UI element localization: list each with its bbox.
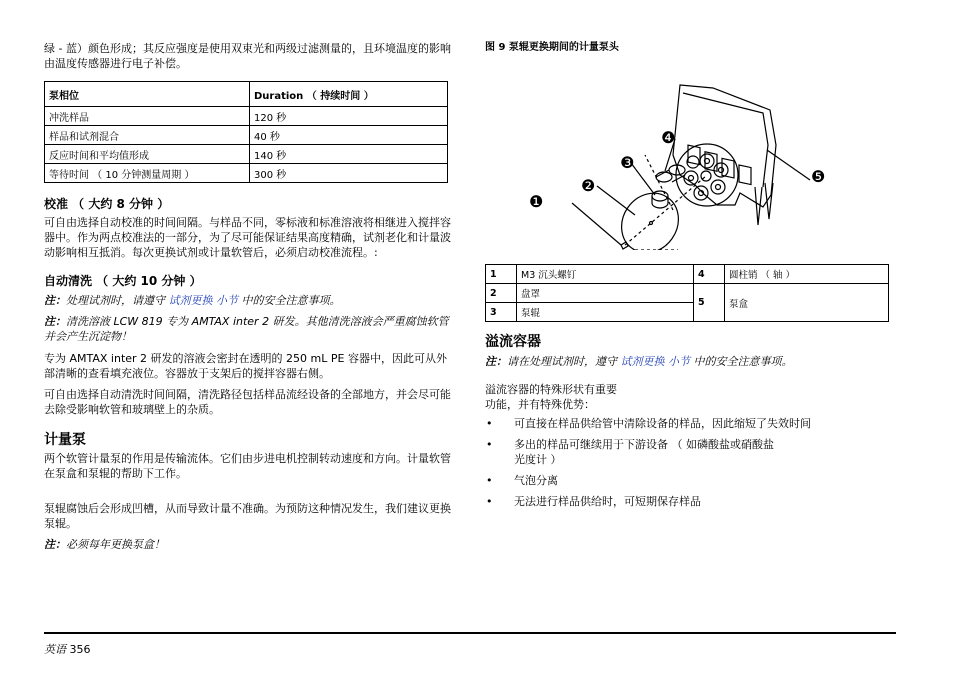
note-label: 注： bbox=[44, 315, 66, 328]
table-row bbox=[45, 126, 448, 145]
part-number: 1 bbox=[486, 265, 517, 284]
metering-pump-heading: 计量泵 bbox=[44, 432, 86, 448]
metering-pump-body-1: 两个软管计量泵的作用是传输流体。它们由步进电机控制转动速度和方向。计量软管在泵盒和泵辊的帮助下工作。 bbox=[44, 452, 451, 480]
table-cell: 40 秒 bbox=[250, 126, 448, 145]
note-text: 必须每年更换泵盒！ bbox=[66, 538, 165, 551]
callout-3: ❸ bbox=[620, 153, 635, 172]
table-row bbox=[486, 265, 889, 284]
note-text: 中的安全注意事项。 bbox=[238, 294, 341, 307]
footer-language: 英语 bbox=[44, 643, 66, 656]
cassette-window bbox=[688, 145, 700, 165]
disc-cover bbox=[610, 182, 690, 250]
figure-title: 图 9 泵辊更换期间的计量泵头 bbox=[485, 42, 619, 53]
metering-pump-note bbox=[44, 537, 454, 552]
parts-legend-table bbox=[485, 264, 889, 322]
pump-phase-table bbox=[44, 81, 448, 183]
roller bbox=[711, 180, 725, 194]
callout-2: ❷ bbox=[581, 176, 596, 195]
part-label: 泵盒 bbox=[725, 284, 889, 322]
auto-clean-body-2: 可自由选择自动清洗时间间隔，清洗路径包括样品流经设备的全部地方，并会尽可能去除受影响软管和玻璃壁上的杂质。 bbox=[44, 388, 451, 416]
metering-pump-body-2: 泵辊腐蚀后会形成凹槽，从而导致计量不准确。为预防这种情况发生，我们建议更换泵辊。 bbox=[44, 502, 451, 530]
part-number: 3 bbox=[486, 303, 517, 322]
part-label: M3 沉头螺钉 bbox=[517, 265, 694, 284]
note-label: 注： bbox=[44, 294, 66, 307]
overflow-advantages-list bbox=[485, 416, 890, 509]
calibration-heading: 校准 （ 大约 8 分钟 ） bbox=[44, 197, 170, 211]
overflow-note bbox=[485, 354, 890, 369]
table-cell: 反应时间和平均值形成 bbox=[45, 145, 250, 164]
right-column bbox=[485, 41, 890, 515]
table-cell: 冲洗样品 bbox=[45, 107, 250, 126]
auto-clean-body-1: 专为 AMTAX inter 2 研发的溶液会密封在透明的 250 mL PE 容器中，因此可从外部清晰的查看填充液位。容器放于支架后的搅拌容器右侧。 bbox=[44, 352, 447, 380]
auto-clean-note-1 bbox=[44, 293, 454, 308]
pump-head-figure bbox=[485, 55, 890, 250]
table-header-row bbox=[45, 82, 448, 107]
left-column bbox=[44, 41, 454, 552]
intro-paragraph: 绿 - 蓝）颜色形成；其反应强度是使用双束光和两级过滤测量的，且环境温度的影响由温度传感器进行电子补偿。 bbox=[44, 42, 451, 70]
page-footer bbox=[44, 641, 91, 657]
note-label: 注： bbox=[485, 355, 507, 368]
reagent-change-link[interactable]: 试剂更换 小节 bbox=[620, 355, 690, 368]
auto-clean-note-2 bbox=[44, 314, 454, 344]
overflow-heading: 溢流容器 bbox=[485, 334, 541, 350]
calibration-body: 可自由选择自动校准的时间间隔。与样品不同，零标液和标准溶液将相继进入搅拌容器中。作为两点校准法的一部分，为了尽可能保证结果高度精确，试剂老化和计量波动影响相互抵消。每次更换试剂或计量软管后，必须启动校准流程。: bbox=[44, 216, 451, 259]
roller bbox=[714, 163, 728, 177]
note-text: 处理试剂时，请遵守 bbox=[66, 294, 169, 307]
table-row bbox=[45, 145, 448, 164]
pump-head-illustration bbox=[485, 55, 890, 250]
part-number: 5 bbox=[694, 284, 725, 322]
footer-rule bbox=[44, 632, 896, 634]
overflow-intro-line-2: 功能，并有特殊优势： bbox=[485, 398, 595, 411]
table-row bbox=[45, 164, 448, 183]
table-cell: 300 秒 bbox=[250, 164, 448, 183]
roller bbox=[694, 186, 708, 200]
list-item: • 多出的样品可继续用于下游设备 （ 如磷酸盐或硝酸盐光度计 ） bbox=[485, 437, 890, 467]
table-row bbox=[45, 107, 448, 126]
overflow-intro-line-1: 溢流容器的特殊形状有重要 bbox=[485, 383, 617, 396]
list-item: • 无法进行样品供给时，可短期保存样品 bbox=[485, 494, 890, 509]
auto-clean-heading: 自动清洗 （ 大约 10 分钟 ） bbox=[44, 274, 202, 288]
page-number: 356 bbox=[69, 643, 91, 656]
part-label: 圆柱销 （ 轴 ） bbox=[725, 265, 889, 284]
part-number: 2 bbox=[486, 284, 517, 303]
list-item: • 气泡分离 bbox=[485, 473, 890, 488]
callout-5: ❺ bbox=[811, 167, 826, 186]
note-label: 注： bbox=[44, 538, 66, 551]
note-text: 清洗溶液 LCW 819 专为 AMTAX inter 2 研发。其他清洗溶液会严重腐蚀软管并会产生沉淀物！ bbox=[44, 315, 449, 343]
callout-4: ❹ bbox=[661, 128, 676, 147]
header-duration: Duration （ 持续时间 ） bbox=[250, 82, 448, 107]
list-item: • 可直接在样品供给管中清除设备的样品，因此缩短了失效时间 bbox=[485, 416, 890, 431]
part-number: 4 bbox=[694, 265, 725, 284]
cassette-window bbox=[739, 165, 751, 185]
reagent-change-link[interactable]: 试剂更换 小节 bbox=[168, 294, 238, 307]
roller bbox=[700, 154, 714, 168]
table-cell: 120 秒 bbox=[250, 107, 448, 126]
part-label: 泵辊 bbox=[517, 303, 694, 322]
table-cell: 等待时间 （ 10 分钟测量周期 ） bbox=[45, 164, 250, 183]
part-label: 盘罩 bbox=[517, 284, 694, 303]
table-row bbox=[486, 284, 889, 303]
note-text: 请在处理试剂时，遵守 bbox=[507, 355, 621, 368]
table-cell: 样品和试剂混合 bbox=[45, 126, 250, 145]
callout-1: ❶ bbox=[529, 192, 544, 211]
header-phase: 泵相位 bbox=[45, 82, 250, 107]
table-cell: 140 秒 bbox=[250, 145, 448, 164]
note-text: 中的安全注意事项。 bbox=[690, 355, 793, 368]
